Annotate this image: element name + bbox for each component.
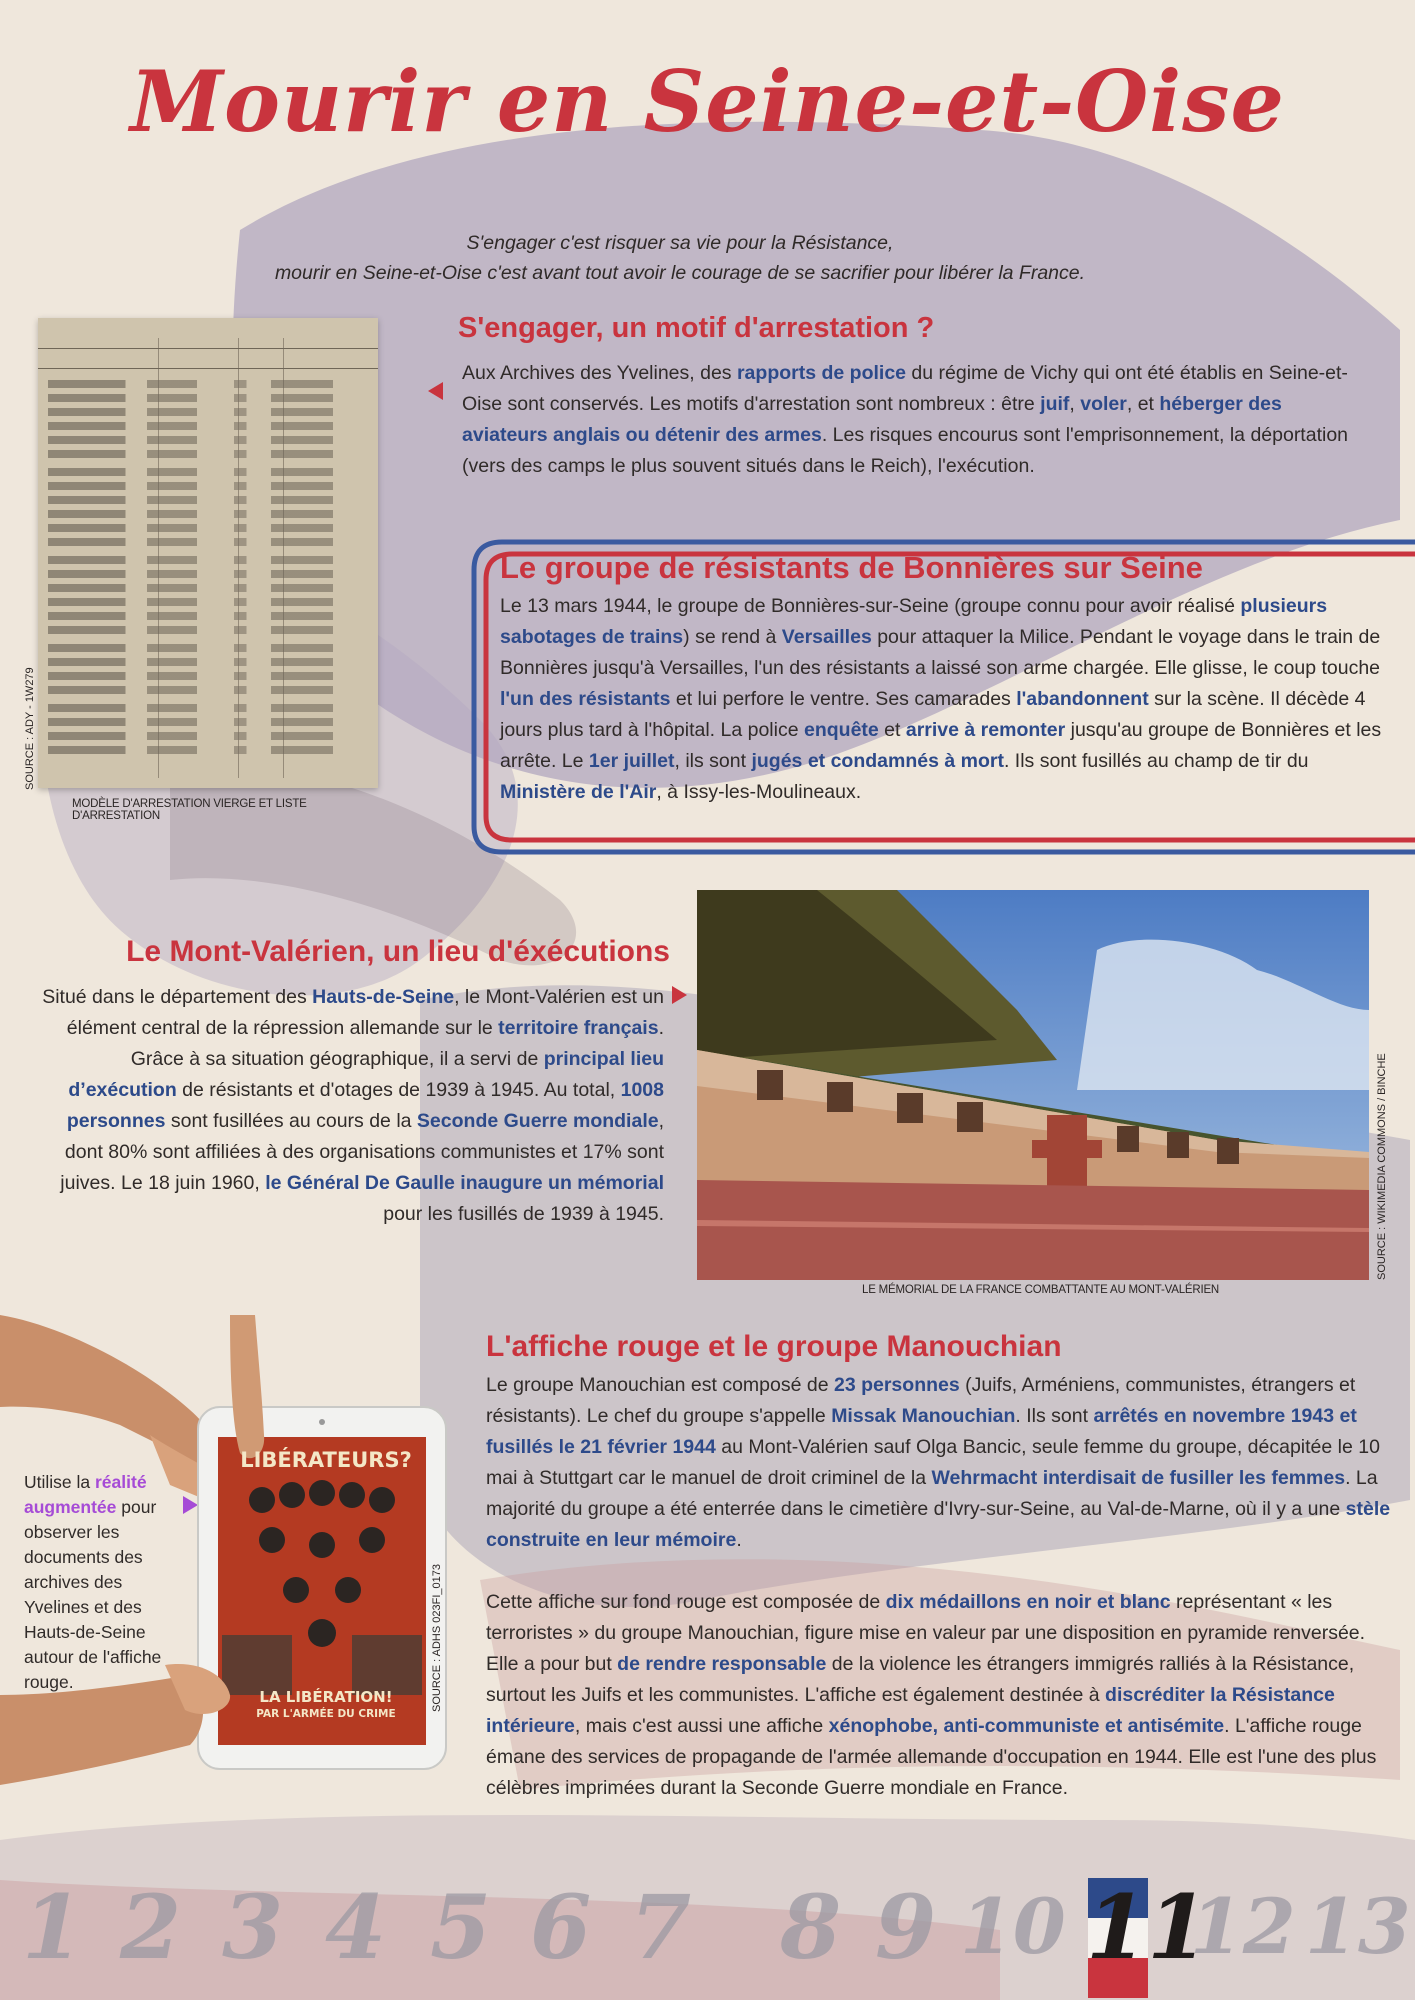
timeline-number-12[interactable]: 12 — [1190, 1882, 1296, 1971]
timeline-number-3[interactable]: 3 — [222, 1875, 284, 1979]
poster-bottom-text-1: LA LIBÉRATION! — [259, 1688, 393, 1706]
poster-bottom-text-2: PAR L'ARMÉE DU CRIME — [256, 1708, 396, 1720]
timeline-number-13[interactable]: 13 — [1305, 1882, 1411, 1971]
section3-text: Situé dans le département des Hauts-de-Seine, le Mont-Valérien est un élément central de la répression allemande sur le territoire français. Grâce à sa situation géographique, il a servi de principal lieu d’exécution de résistants et d'otages de 1939 à 1945. Au total, 1008 personnes sont fusillées au cours de la Seconde Guerre mondiale, dont 80% sont affiliées à des organisations communistes et 17% sont juives. Le 18 juin 1960, le Général De Gaulle inaugure un mémorial pour les fusillés de 1939 à 1945. — [42, 986, 664, 1225]
timeline-number-11-current[interactable]: 11 — [1086, 1875, 1209, 1979]
timeline-number-1[interactable]: 1 — [22, 1875, 84, 1979]
subtitle — [160, 228, 1200, 288]
timeline-number-7[interactable]: 7 — [630, 1875, 692, 1979]
page-title: Mourir en Seine-et-Oise — [130, 52, 1285, 151]
section4-text-1: Le groupe Manouchian est composé de 23 personnes (Juifs, Arméniens, communistes, étrangers et résistants). Le chef du groupe s'appelle Missak Manouchian. Ils sont arrêtés en novembre 1943 et fusillés le 21 février 1944 au Mont-Valérien sauf Olga Bancic, seule femme du groupe, décapitée le 10 mai à Stuttgart car le manuel de droit criminel de la Wehrmacht interdisait de fusiller les femmes. La majorité du groupe a été enterrée dans le cimetière d'Ivry-sur-Seine, au Val-de-Marne, où il y a une stèle construite en leur mémoire. — [486, 1374, 1391, 1551]
mont-valerien-caption: LE MÉMORIAL DE LA FRANCE COMBATTANTE AU MONT-VALÉRIEN — [862, 1284, 1220, 1296]
pointer-arrow-right — [672, 986, 687, 1004]
mont-valerien-source: SOURCE : WIKIMEDIA COMMONS / BINCHE — [1376, 1053, 1388, 1280]
subtitle-line-2: mourir en Seine-et-Oise c'est avant tout avoir le courage de se sacrifier pour libérer la France. — [274, 262, 1086, 284]
poster-top-text: LIBÉRATEURS? — [240, 1448, 412, 1472]
section2-heading: Le groupe de résistants de Bonnières sur Seine — [500, 550, 1203, 585]
timeline-number-2[interactable]: 2 — [120, 1875, 182, 1979]
affiche-source: SOURCE : ADHS 023FI_0173 — [431, 1564, 443, 1712]
section4-text-2: Cette affiche sur fond rouge est composée de dix médaillons en noir et blanc représentant « les terroristes » du groupe Manouchian, figure mise en valeur par une disposition en pyramide renversée. Elle a pour but de rendre responsable de la violence les étrangers immigrés ralliés à la Résistance, surtout les Juifs et les communistes. L'affiche est également destinée à discréditer la Résistance intérieure, mais c'est aussi une affiche xénophobe, anti-communiste et antisémite. L'affiche rouge émane des services de propagande de l'armée allemande d'occupation en 1944. Elle est l'une des plus célèbres imprimées durant la Seconde Guerre mondiale en France. — [486, 1591, 1377, 1799]
timeline-number-9[interactable]: 9 — [875, 1875, 937, 1979]
mont-valerien-photo — [697, 890, 1369, 1280]
subtitle-line-1: S'engager c'est risquer sa vie pour la Résistance, — [466, 232, 894, 254]
arrest-document-image — [38, 318, 378, 788]
arrest-document-source: SOURCE : ADY - 1W279 — [24, 667, 36, 790]
arrest-document-caption: MODÈLE D'ARRESTATION VIERGE ET LISTE D'ARRESTATION — [72, 798, 307, 822]
timeline-number-5[interactable]: 5 — [430, 1875, 492, 1979]
timeline-number-8[interactable]: 8 — [780, 1875, 842, 1979]
ar-note: Utilise la réalité augmentée pour observer les documents des archives des Yvelines et des Hauts-de-Seine autour de l'affiche rouge. — [24, 1472, 162, 1692]
timeline-number-6[interactable]: 6 — [530, 1875, 592, 1979]
section1-heading: S'engager, un motif d'arrestation ? — [458, 312, 935, 344]
timeline-number-4[interactable]: 4 — [325, 1875, 387, 1979]
section2-text: Le 13 mars 1944, le groupe de Bonnières-sur-Seine (groupe connu pour avoir réalisé plusieurs sabotages de trains) se rend à Versailles pour attaquer la Milice. Pendant le voyage dans le train de Bonnières jusqu'à Versailles, l'un des résistants a laissé son arme chargée. Elle glisse, le coup touche l'un des résistants et lui perfore le ventre. Ses camarades l'abandonnent sur la scène. Il décède 4 jours plus tard à l'hôpital. La police enquête et arrive à remonter jusqu'au groupe de Bonnières et les arrête. Le 1er juillet, ils sont jugés et condamnés à mort. Ils sont fusillés au champ de tir du Ministère de l'Air, à Issy-les-Moulineaux. — [500, 595, 1382, 803]
section4-heading: L'affiche rouge et le groupe Manouchian — [486, 1330, 1062, 1363]
section3-heading: Le Mont-Valérien, un lieu d'éxécutions — [126, 935, 670, 968]
pointer-arrow-left — [428, 382, 443, 400]
timeline-number-10[interactable]: 10 — [960, 1882, 1066, 1971]
section1-text: Aux Archives des Yvelines, des rapports de police du régime de Vichy qui ont été établis en Seine-et-Oise sont conservés. Les motifs d'arrestation sont nombreux : être juif, voler, et héberger des aviateurs anglais ou détenir des armes. Les risques encourus sont l'emprisonnement, la déportation (vers des camps le plus souvent situés dans le Reich), l'exécution. — [462, 362, 1349, 477]
